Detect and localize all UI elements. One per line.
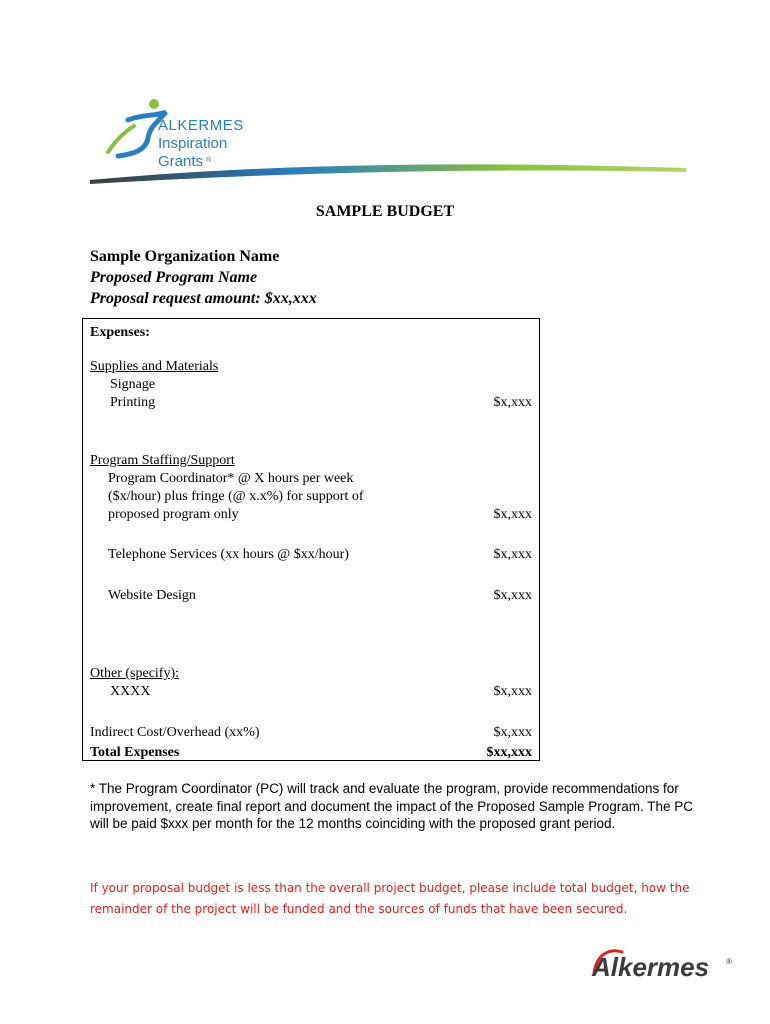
logo-figure-head-icon: [149, 99, 159, 109]
supplies-item-printing: Printing: [110, 395, 156, 410]
logo-line-2: Inspiration: [158, 135, 228, 152]
other-amount: $x,xxx: [493, 684, 532, 699]
coordinator-amount: $x,xxx: [493, 507, 532, 522]
alkermes-brand-logo: [588, 944, 738, 984]
other-heading: Other (specify):: [90, 666, 180, 681]
proposal-request-amount: Proposal request amount: $xx,xxx: [90, 290, 317, 307]
document-title: SAMPLE BUDGET: [315, 203, 455, 220]
total-expenses-label: Total Expenses: [90, 745, 180, 760]
coordinator-line-1: Program Coordinator* @ X hours per week: [108, 471, 354, 486]
expenses-heading: Expenses:: [90, 325, 150, 340]
total-expenses-amount: $xx,xxx: [486, 745, 532, 760]
telephone-amount: $x,xxx: [493, 547, 532, 562]
program-name: Proposed Program Name: [90, 269, 258, 286]
coordinator-line-3: proposed program only: [108, 507, 239, 522]
supplies-heading: Supplies and Materials: [90, 359, 219, 374]
organization-name: Sample Organization Name: [90, 248, 280, 265]
logo-line-1: ALKERMES: [158, 117, 244, 134]
logo-registered-mark: ®: [206, 157, 212, 164]
brand-logo-text: Alkermes: [592, 952, 710, 982]
coordinator-footnote: * The Program Coordinator (PC) will track and evaluate the program, provide recommendations for improvement, create final report and document the impact of the Proposed Sample Program. The PC will be paid $xxx per month for the 12 months coinciding with the proposed grant period.: [90, 781, 694, 831]
brand-registered-mark: ®: [726, 957, 732, 966]
website-amount: $x,xxx: [493, 588, 532, 603]
indirect-cost: Indirect Cost/Overhead (xx%): [90, 725, 260, 740]
logo-figure-arm-icon: [108, 126, 134, 152]
logo-line-3: Grants: [158, 153, 204, 170]
telephone-services: Telephone Services (xx hours @ $xx/hour): [108, 547, 349, 562]
other-item: XXXX: [110, 684, 151, 699]
supplies-item-signage: Signage: [110, 377, 156, 392]
coordinator-line-2: ($x/hour) plus fringe (@ x.x%) for support of: [108, 489, 364, 504]
website-design: Website Design: [108, 588, 196, 603]
budget-instruction-note: If your proposal budget is less than the overall project budget, please include total budget, how the remainder of the project will be funded and the sources of funds that have been secured.: [90, 881, 690, 916]
indirect-amount: $x,xxx: [493, 725, 532, 740]
staffing-heading: Program Staffing/Support: [90, 453, 235, 468]
supplies-amount: $x,xxx: [493, 395, 532, 410]
alkermes-inspiration-grants-logo: [88, 92, 688, 187]
